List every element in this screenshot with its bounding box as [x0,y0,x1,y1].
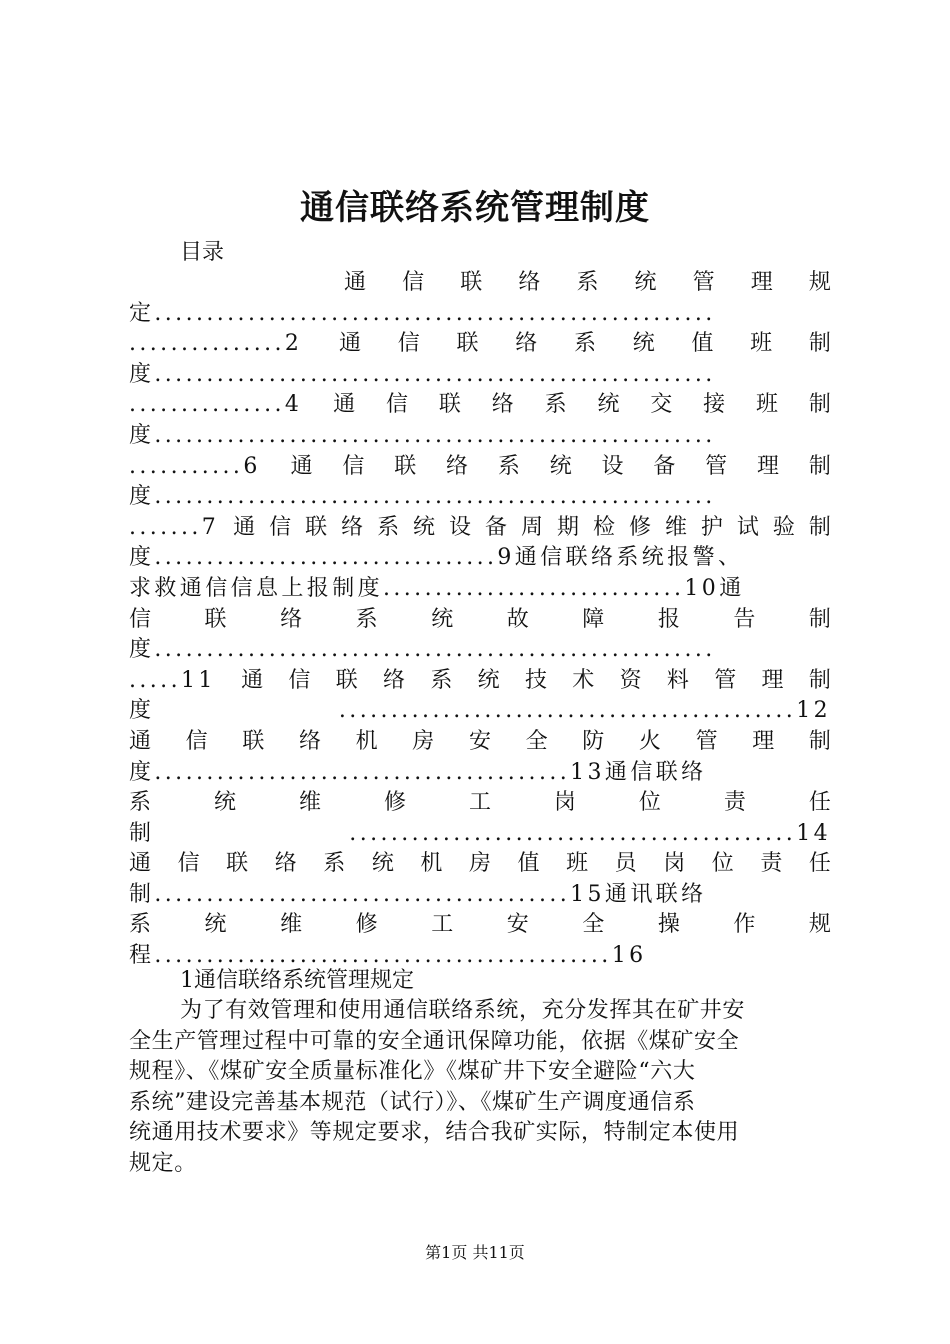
toc-text: 统 [549,453,572,479]
section-heading: 1通信联络系统管理规定 [180,968,414,993]
toc-text: 火 [638,728,661,754]
toc-line [129,513,831,544]
toc-text: 位 [638,790,661,816]
toc-text: 工 [468,790,491,816]
toc-text: 维 [280,912,303,938]
toc-text: 设 [601,453,624,479]
toc-line [129,849,831,880]
toc-text: 管 [705,453,728,479]
toc-text: 络 [491,392,514,418]
toc-line [129,880,831,911]
toc-text: 联 [394,453,417,479]
toc-text: 交 [650,392,673,418]
toc-text: 料 [666,667,689,693]
toc-text: 规 [808,912,831,938]
toc-text: 信 [342,453,365,479]
toc-text: 度...................................................... [129,361,716,387]
toc-text: 系 [377,514,400,540]
toc-text: 系 [573,331,596,357]
toc-text: .......7 [129,514,220,540]
toc-heading: 目录 [180,240,225,265]
toc-text: 验 [772,514,795,540]
toc-text: 络 [280,606,303,632]
document-title: 通信联络系统管理制度 [300,188,650,228]
toc-text: 资 [619,667,642,693]
toc-line [129,390,831,421]
toc-text: 机 [420,851,443,877]
toc-text: 修 [355,912,378,938]
paragraph-line: 规定。 [129,1150,197,1176]
toc-text: 安 [506,912,529,938]
page-footer: 第1页 共11页 [425,1243,525,1262]
toc-text: 联 [438,392,461,418]
toc-text: 通 [333,392,356,418]
toc-line [129,421,831,452]
toc-line [129,482,831,513]
toc-text: 术 [572,667,595,693]
toc-text: 统 [204,912,227,938]
toc-text: 理 [761,667,784,693]
toc-text: 信 [129,606,152,632]
toc-line [129,452,831,483]
toc-text: 试 [736,514,759,540]
toc-text: 联 [305,514,328,540]
toc-line [129,819,831,850]
paragraph-first-line: 为了有效管理和使用通信联络系统，充分发挥其在矿井安 [180,998,746,1023]
toc-text: 系 [576,270,599,295]
toc-text: 程............................................16 [129,943,647,969]
toc-text: 安 [468,728,491,754]
toc-text: 告 [733,606,756,632]
toc-line [129,360,831,391]
toc-text: 度...................................................... [129,484,716,510]
toc-text: 制 [129,820,152,846]
toc-text: 统 [371,851,394,877]
toc-text: 任 [808,790,831,816]
toc-text: 制 [808,514,831,540]
toc-text: 信 [386,392,409,418]
toc-text: 系 [430,667,453,693]
toc-text: 统 [431,606,454,632]
toc-text: 班 [756,392,779,418]
toc-text: 值 [517,851,540,877]
toc-text: 任 [808,851,831,877]
toc-text: 责 [760,851,783,877]
toc-text: 联 [335,667,358,693]
toc-text: 接 [703,392,726,418]
paragraph-line: 统通用技术要求》等规定要求，结合我矿实际，特制定本使用 [129,1120,740,1146]
toc-text: 络 [298,728,321,754]
toc-text: 信 [397,331,420,357]
toc-text: 通 [129,851,152,877]
toc-text: 理 [752,728,775,754]
paragraph-line: 全生产管理过程中可靠的安全通讯保障功能，依据《煤矿安全 [129,1029,740,1054]
toc-text: 值 [691,331,714,357]
toc-text: 络 [518,270,541,295]
toc-text: 求救通信信息上报制度.............................10通 [129,575,745,601]
toc-line [129,696,831,727]
toc-text: 系 [323,851,346,877]
toc-line [129,758,831,789]
paragraph-line: 规程》、《煤矿安全质量标准化》《煤矿井下安全避险“六大 [129,1059,696,1085]
toc-text: 制 [808,728,831,754]
toc-text: 班 [566,851,589,877]
toc-text: 制 [808,667,831,693]
toc-text: 度 [129,698,152,724]
toc-text: 房 [412,728,435,754]
toc-line [129,543,831,574]
toc-line [129,605,831,636]
toc-text: 统 [477,667,500,693]
toc-text: 信 [288,667,311,693]
toc-text: 系 [129,790,152,816]
toc-text: 络 [274,851,297,877]
toc-text: 统 [597,392,620,418]
toc-text: .....11 [129,667,216,693]
toc-text: 系 [355,606,378,632]
toc-text: 全 [582,912,605,938]
toc-line [129,788,831,819]
toc-line [129,727,831,758]
toc-text: 维 [664,514,687,540]
toc-text: 故 [506,606,529,632]
toc-text: 报 [657,606,680,632]
toc-text: 系 [544,392,567,418]
toc-text: 信 [402,270,425,295]
toc-text: 设 [449,514,472,540]
toc-text: 制 [808,392,831,418]
toc-text: 房 [468,851,491,877]
toc-text: 联 [242,728,265,754]
toc-text: 度........................................13通信联络 [129,759,707,785]
toc-text: 修 [383,790,406,816]
toc-text: ...............2 [129,331,303,357]
toc-text: 信 [177,851,200,877]
toc-text: 通 [241,667,264,693]
toc-text: 员 [614,851,637,877]
toc-line [129,635,831,666]
toc-text: 联 [460,270,483,295]
toc-text: 管 [692,270,715,295]
toc-text: 管 [714,667,737,693]
toc-text: 期 [556,514,579,540]
toc-text: ...........................................14 [349,820,831,846]
toc-line [129,299,831,330]
toc-text: 度...................................................... [129,422,716,448]
toc-text: 制 [808,453,831,479]
toc-text: 通 [233,514,256,540]
toc-text: 统 [634,270,657,295]
toc-text: 护 [700,514,723,540]
toc-text: 备 [653,453,676,479]
toc-text: ...............4 [129,392,303,418]
paragraph-line: 系统”建设完善基本规范（试行）》、《煤矿生产调度通信系 [129,1089,696,1115]
toc-text: 全 [525,728,548,754]
toc-text: 统 [213,790,236,816]
toc-text: 定...................................................... [129,300,716,326]
toc-text: 修 [628,514,651,540]
toc-text: 制........................................15通讯联络 [129,881,707,907]
toc-text: 度...................................................... [129,637,716,663]
toc-text: 位 [711,851,734,877]
toc-text: 备 [485,514,508,540]
toc-text: 班 [750,331,773,357]
table-of-contents [129,268,831,972]
toc-line [129,666,831,697]
toc-text: 统 [413,514,436,540]
toc-text: ............................................12 [338,698,831,724]
toc-text: 统 [632,331,655,357]
toc-line [129,329,831,360]
toc-line [129,268,831,299]
toc-text: 系 [129,912,152,938]
toc-text: 络 [446,453,469,479]
toc-text: 络 [341,514,364,540]
toc-text: 信 [185,728,208,754]
toc-text: 通 [290,453,313,479]
toc-text: 通 [129,728,152,754]
toc-text: 管 [695,728,718,754]
toc-text: 联 [204,606,227,632]
toc-text: 联 [226,851,249,877]
toc-text: 系 [497,453,520,479]
toc-text: 机 [355,728,378,754]
toc-line [129,910,831,941]
toc-text: 通 [344,270,367,295]
toc-text: 责 [723,790,746,816]
toc-text: 维 [298,790,321,816]
toc-text: 作 [733,912,756,938]
toc-text: 通 [339,331,362,357]
toc-text: 度.................................9通信联络系统报警、 [129,545,744,571]
toc-text: 络 [515,331,538,357]
toc-text: 岗 [663,851,686,877]
toc-text: 制 [808,331,831,357]
toc-text: 理 [757,453,780,479]
toc-text: 联 [456,331,479,357]
toc-text: 检 [592,514,615,540]
toc-line [129,574,831,605]
toc-text: 制 [808,606,831,632]
toc-text: ...........6 [129,453,261,479]
toc-text: 障 [582,606,605,632]
toc-text: 周 [521,514,544,540]
toc-text: 信 [269,514,292,540]
toc-text: 络 [383,667,406,693]
toc-text: 理 [750,270,773,295]
toc-text: 技 [524,667,547,693]
toc-text: 规 [808,270,831,295]
toc-text: 岗 [553,790,576,816]
toc-text: 防 [582,728,605,754]
toc-text: 工 [431,912,454,938]
toc-text: 操 [657,912,680,938]
